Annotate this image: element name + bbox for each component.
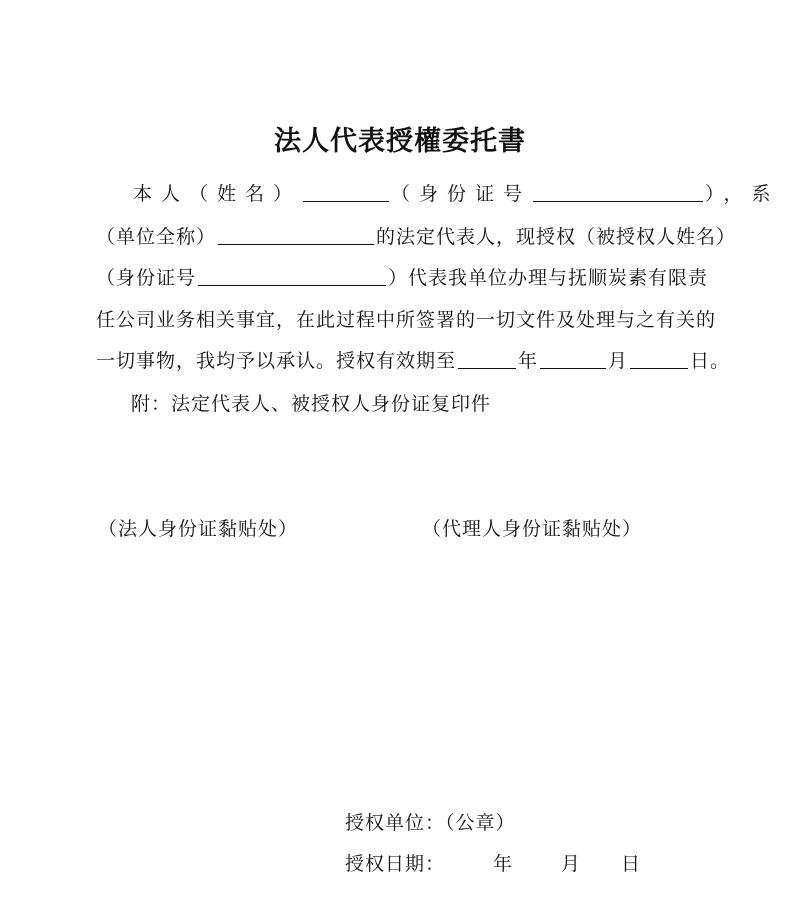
authorization-date-label: 授权日期： [345,853,446,875]
validity-day-label: 日。 [690,350,731,372]
id-number-blank[interactable] [533,181,703,202]
document-title: 法人代表授權委托書 [274,126,526,157]
unit-name-blank[interactable] [218,224,374,245]
body-line-3 [96,265,708,291]
attachment-note: 附：法定代表人、被授权人身份证复印件 [131,393,492,415]
seal-label: （公章） [445,812,516,834]
id-number-label: （身份证号 [391,183,532,205]
name-blank[interactable] [303,181,389,202]
line-1-end: ），系 [705,183,780,205]
body-line-1 [133,181,780,207]
validity-year-label: 年 [518,350,539,372]
line-3-text: ）代表我单位办理与抚顺炭素有限责 [388,267,709,289]
signature-date [345,851,641,877]
agent-id-label: （身份证号 [96,267,197,289]
signature-unit [345,810,516,836]
line-2-text: 的法定代表人，现授权（被授权人姓名） [376,226,737,248]
body-line-5 [96,348,730,374]
name-label: 本人（姓名） [133,183,302,205]
legal-person-id-area-label: （法人身份证黏贴处） [98,518,299,540]
body-line-4: 任公司业务相关事宜，在此过程中所签署的一切文件及处理与之有关的 [96,309,717,331]
body-line-2 [96,224,736,250]
date-day-label: 日 [621,853,642,875]
validity-year-blank[interactable] [458,348,516,369]
unit-name-label: （单位全称） [96,226,217,248]
validity-month-label: 月 [608,350,629,372]
agent-id-blank[interactable] [198,265,386,286]
validity-month-blank[interactable] [540,348,606,369]
agent-id-area-label: （代理人身份证黏贴处） [422,518,643,540]
date-year-label: 年 [493,853,514,875]
authorizing-unit-label: 授权单位： [345,812,446,834]
validity-day-blank[interactable] [630,348,688,369]
validity-text: 一切事物，我均予以承认。授权有效期至 [96,350,457,372]
date-month-label: 月 [561,853,582,875]
